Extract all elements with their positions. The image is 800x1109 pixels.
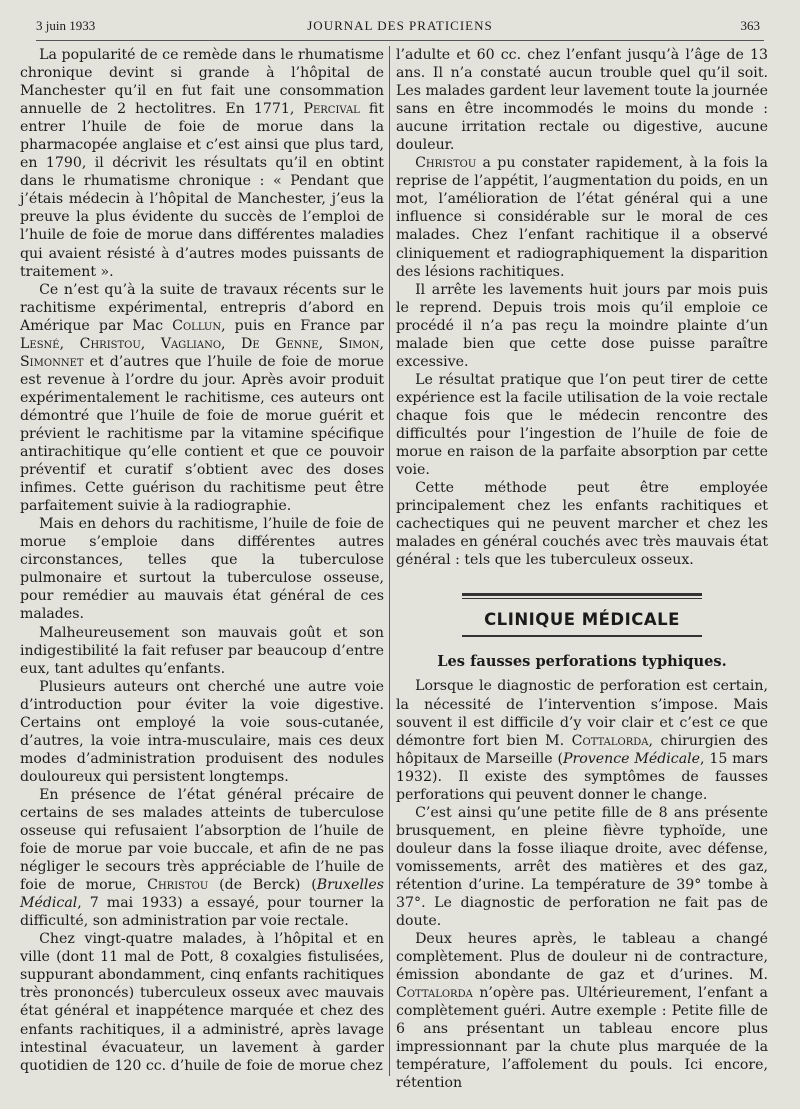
author-name: Percival	[303, 101, 360, 118]
author-name: Christou	[147, 877, 209, 894]
paragraph: C’est ainsi qu’une petite fille de 8 ans présente brusquement, en pleine fièvre typhoïde, une douleur dans la fosse iliaque droite, avec défense, vomissements, arrêt des matières et des gaz, rétention d’urine. La température de 39° tombe à 37°. Le diagnostic de perforation ne fait pas de doute.	[396, 804, 768, 930]
paragraph: Chez vingt-quatre malades, à l’hôpital et en ville (dont 11 mal de Pott, 8 coxalgies fistulisées, suppurant abondamment, cinq enfants rachitiques très prononcés) tuberculeux osseux avec mauvais état général et inappétence marquée et chez des enfants rachitiques, il a administré, après lavage intestinal évacuateur, un lavement à garder quotidien de 120 cc. d’huile de foie de morue chez	[20, 931, 384, 1074]
paragraph: Il arrête les lavements huit jours par mois puis le reprend. Depuis trois mois qu’il emploie ce procédé il n’a pas reçu la moindre plainte d’un malade bien que cette dose puisse paraître excessive.	[396, 281, 768, 370]
author-name: Cottalorda	[396, 985, 473, 1002]
paragraph: Cette méthode peut être employée principalement chez les enfants rachitiques et cachectiques qui ne peuvent marcher et chez les malades en général couchés avec très mauvais état général : tels que les tuberculeux osseux.	[396, 480, 768, 569]
header-date: 3 juin 1933	[36, 18, 96, 33]
header-journal-title: JOURNAL DES PRATICIENS	[307, 18, 493, 33]
left-column	[20, 46, 384, 1075]
author-name: Simonnet	[20, 353, 84, 370]
article-title: Les fausses perforations typhiques.	[437, 653, 727, 671]
journal-citation: Bruxelles Médical	[20, 877, 384, 912]
author-name: Cottalorda	[571, 732, 649, 749]
running-header	[36, 14, 764, 41]
author-name: Vagliano	[160, 335, 222, 352]
column-divider	[389, 46, 390, 1076]
section-title: CLINIQUE MÉDICALE	[484, 610, 680, 630]
paragraph: l’adulte et 60 cc. chez l’enfant jusqu’à l’âge de 13 ans. Il n’a constaté aucun trouble quel qu’il soit. Les malades gardent leur lavement toute la journée sans en être incommodés le moins du monde : aucune irritation rectale ou digestive, aucune douleur.	[396, 47, 768, 154]
paragraph: La popularité de ce remède dans le rhumatisme chronique devint si grande à l’hôpital de Manchester qu’il en fut fait une consommation annuelle de 2 hectolitres. En 1771, Percival fit entrer l’huile de foie de morue dans la pharmacopée anglaise et c’est ainsi que plus tard, en 1790, il décrivit les résultats qu’il en obtint dans le rhumatisme chronique : « Pendant que j’étais médecin à l’hôpital de Manchester, j’eus la preuve la plus évidente du succès de l’emploi de l’huile de foie de morue dans différentes maladies qui avaient résisté à d’autres modes puissants de traitement ».	[20, 47, 385, 280]
paragraph: Deux heures après, le tableau a changé complètement. Plus de douleur ni de contracture, émission abondante de gaz et d’urines. M. Cottalorda n’opère pas. Ultérieurement, l’enfant a complètement guéri. Autre exemple : Petite fille de 6 ans présentant un tableau encore plus impressionnant par la chute plus marquée de la température, l’affolement du pouls. Ici encore, rétention	[396, 931, 768, 1092]
section-rule	[396, 593, 768, 599]
paragraph: Ce n’est qu’à la suite de travaux récents sur le rachitisme expérimental, entrepris d’abord en Amérique par Mac Collun, puis en France par Lesné, Christou, Vagliano, De Genne, Simon, Simonnet et d’autres que l’huile de foie de morue est revenue à l’ordre du jour. Après avoir produit expérimentalement le rachitisme, ces auteurs ont démontré que l’huile de foie de morue guérit et prévient le rachitisme par la vitamine spécifique antirachitique qu’elle contient et que ce pouvoir préventif et curatif s’obtient avec des doses infimes. Cette guérison du rachitisme peut être parfaitement suivie à la radiographie.	[20, 281, 385, 515]
author-name: Christou	[79, 335, 141, 352]
author-name: Christou	[415, 155, 477, 172]
author-name: Collun	[172, 317, 222, 334]
author-name: Lesné	[20, 335, 60, 352]
paragraph: Lorsque le diagnostic de perforation est certain, la nécessité de l’intervention s’impose. Mais souvent il est difficile d’y voir clair et c’est ce que démontre fort bien M. Cottalorda, chirurgien des hôpitaux de Marseille (Provence Médicale, 15 mars 1932). Il existe des symptômes de fausses perforations qui peuvent donner le change.	[396, 678, 768, 803]
author-name: De Genne	[241, 335, 319, 352]
header-page-number: 363	[740, 18, 760, 33]
journal-citation: Provence Médicale	[563, 750, 701, 767]
section-underline	[462, 635, 702, 637]
paragraph: Christou a pu constater rapidement, à la fois la reprise de l’appétit, l’augmentation du poids, en un mot, l’amélioration de l’état général qui a une influence si considérable sur le moral de ces malades. Chez l’enfant rachitique il a observé cliniquement et radiographiquement la disparition des lésions rachitiques.	[396, 155, 768, 280]
paragraph: Malheureusement son mauvais goût et son indigestibilité la fait refuser par beaucoup d’entre eux, tant adultes qu’enfants.	[20, 624, 384, 677]
paragraph: Le résultat pratique que l’on peut tirer de cette expérience est la facile utilisation de la voie rectale chaque fois que le médecin rencontre des difficultés pour l’ingestion de l’huile de foie de morue en raison de la parfaite absorption par cette voie.	[396, 371, 768, 479]
paragraph: Plusieurs auteurs ont cherché une autre voie d’introduction pour éviter la voie digestive. Certains ont employé la voie sous-cutanée, d’autres, la voie intra-musculaire, mais ces deux modes d’administration produisent des nodules douloureux qui persistent longtemps.	[20, 678, 384, 785]
paragraph: En présence de l’état général précaire de certains de ses malades atteints de tuberculose osseuse qui refusaient l’absorption de l’huile de foie de morue par voie buccale, et afin de ne pas négliger le secours très appréciable de l’huile de foie de morue, Christou (de Berck) (Bruxelles Médical, 7 mai 1933) a essayé, pour tourner la difficulté, son administration par voie rectale.	[20, 786, 384, 930]
paragraph: Mais en dehors du rachitisme, l’huile de foie de morue s’emploie dans différentes autres circonstances, telles que la tuberculose pulmonaire et surtout la tuberculose osseuse, pour remédier au mauvais état général de ces malades.	[20, 516, 384, 623]
right-column	[396, 46, 768, 1093]
author-name: Simon	[338, 335, 380, 352]
